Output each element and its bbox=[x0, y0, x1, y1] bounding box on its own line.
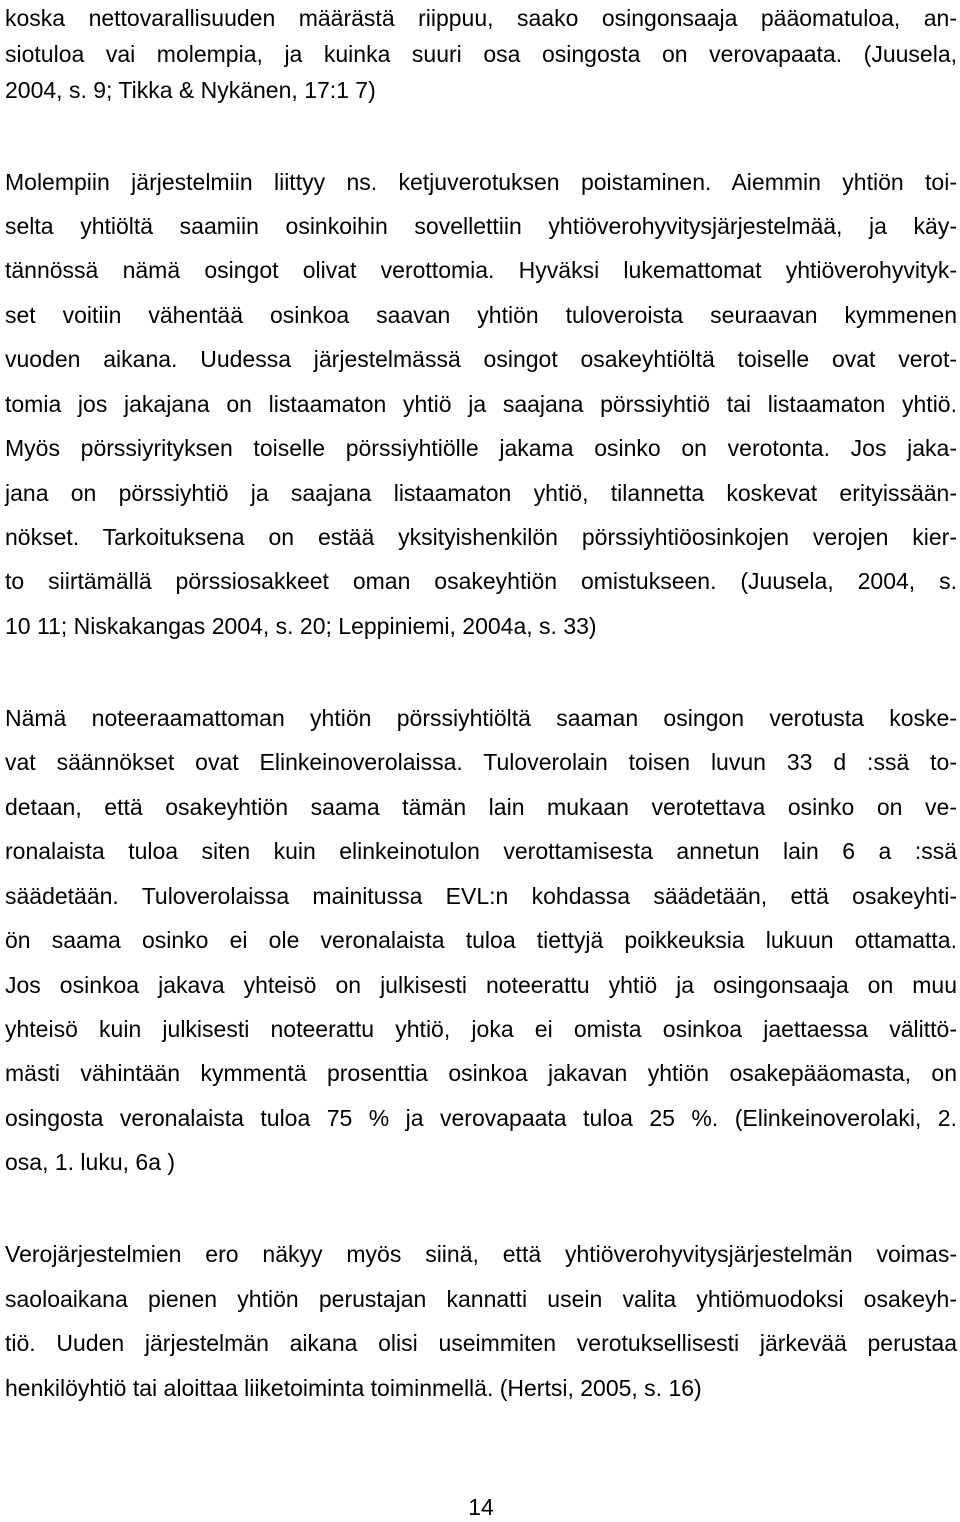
text-line: vuoden aikana. Uudessa järjestelmässä osingot osakeyhtiöltä toiselle ovat verot- bbox=[5, 346, 957, 372]
text-line: set voitiin vähentää osinkoa saavan yhtiön tuloveroista seuraavan kymmenen bbox=[5, 302, 957, 328]
text-line: koska nettovarallisuuden määrästä riippuu, saako osingonsaaja pääomatuloa, an- bbox=[5, 5, 957, 31]
text-line: saoloaikana pienen yhtiön perustajan kannatti usein valita yhtiömuodoksi osakeyh- bbox=[5, 1286, 957, 1312]
text-line: vat säännökset ovat Elinkeinoverolaissa. Tuloverolain toisen luvun 33 d :ssä to- bbox=[5, 749, 957, 775]
text-line: mästi vähintään kymmentä prosenttia osinkoa jakavan yhtiön osakepääomasta, on bbox=[5, 1060, 957, 1086]
text-line: tomia jos jakajana on listaamaton yhtiö ja saajana pörssiyhtiö tai listaamaton yhtiö. bbox=[5, 391, 957, 417]
text-line: jana on pörssiyhtiö ja saajana listaamaton yhtiö, tilannetta koskevat erityissään- bbox=[5, 480, 957, 506]
text-line: tännössä nämä osingot olivat verottomia. Hyväksi lukemattomat yhtiöverohyvityk- bbox=[5, 257, 957, 283]
text-line: Jos osinkoa jakava yhteisö on julkisesti noteerattu yhtiö ja osingonsaaja on muu bbox=[5, 972, 957, 998]
text-line: 2004, s. 9; Tikka & Nykänen, 17:1 7) bbox=[5, 77, 376, 103]
text-line: ronalaista tuloa siten kuin elinkeinotulon verottamisesta annetun lain 6 a :ssä bbox=[5, 838, 957, 864]
text-line: Verojärjestelmien ero näkyy myös siinä, että yhtiöverohyvitysjärjestelmän voimas- bbox=[5, 1241, 957, 1267]
text-line: selta yhtiöltä saamiin osinkoihin sovellettiin yhtiöverohyvitysjärjestelmää, ja käy- bbox=[5, 213, 957, 239]
text-line: Myös pörssiyrityksen toiselle pörssiyhtiölle jakama osinko on verotonta. Jos jaka- bbox=[5, 435, 957, 461]
text-line: osingosta veronalaista tuloa 75 % ja verovapaata tuloa 25 %. (Elinkeinoverolaki, 2. bbox=[5, 1105, 957, 1131]
text-line: to siirtämällä pörssiosakkeet oman osakeyhtiön omistukseen. (Juusela, 2004, s. bbox=[5, 568, 957, 594]
text-line: osa, 1. luku, 6a ) bbox=[5, 1149, 176, 1175]
text-line: nökset. Tarkoituksena on estää yksityishenkilön pörssiyhtiöosinkojen verojen kier- bbox=[5, 524, 957, 550]
text-line: yhteisö kuin julkisesti noteerattu yhtiö, joka ei omista osinkoa jaettaessa välittö- bbox=[5, 1016, 957, 1042]
text-line: Nämä noteeraamattoman yhtiön pörssiyhtiöltä saaman osingon verotusta koske- bbox=[5, 705, 957, 731]
text-line: Molempiin järjestelmiin liittyy ns. ketjuverotuksen poistaminen. Aiemmin yhtiön toi- bbox=[5, 169, 957, 195]
text-line: tiö. Uuden järjestelmän aikana olisi useimmiten verotuksellisesti järkevää perustaa bbox=[5, 1330, 957, 1356]
text-line: 10 11; Niskakangas 2004, s. 20; Leppiniemi, 2004a, s. 33) bbox=[5, 613, 597, 639]
text-line: detaan, että osakeyhtiön saama tämän lain mukaan verotettava osinko on ve- bbox=[5, 794, 957, 820]
text-line: henkilöyhtiö tai aloittaa liiketoiminta toiminmellä. (Hertsi, 2005, s. 16) bbox=[5, 1375, 702, 1401]
page-number: 14 bbox=[468, 1494, 494, 1520]
text-line: säädetään. Tuloverolaissa mainitussa EVL:n kohdassa säädetään, että osakeyhti- bbox=[5, 883, 957, 909]
text-line: siotuloa vai molempia, ja kuinka suuri osa osingosta on verovapaata. (Juusela, bbox=[5, 41, 957, 67]
text-line: ön saama osinko ei ole veronalaista tuloa tiettyjä poikkeuksia lukuun ottamatta. bbox=[5, 927, 957, 953]
